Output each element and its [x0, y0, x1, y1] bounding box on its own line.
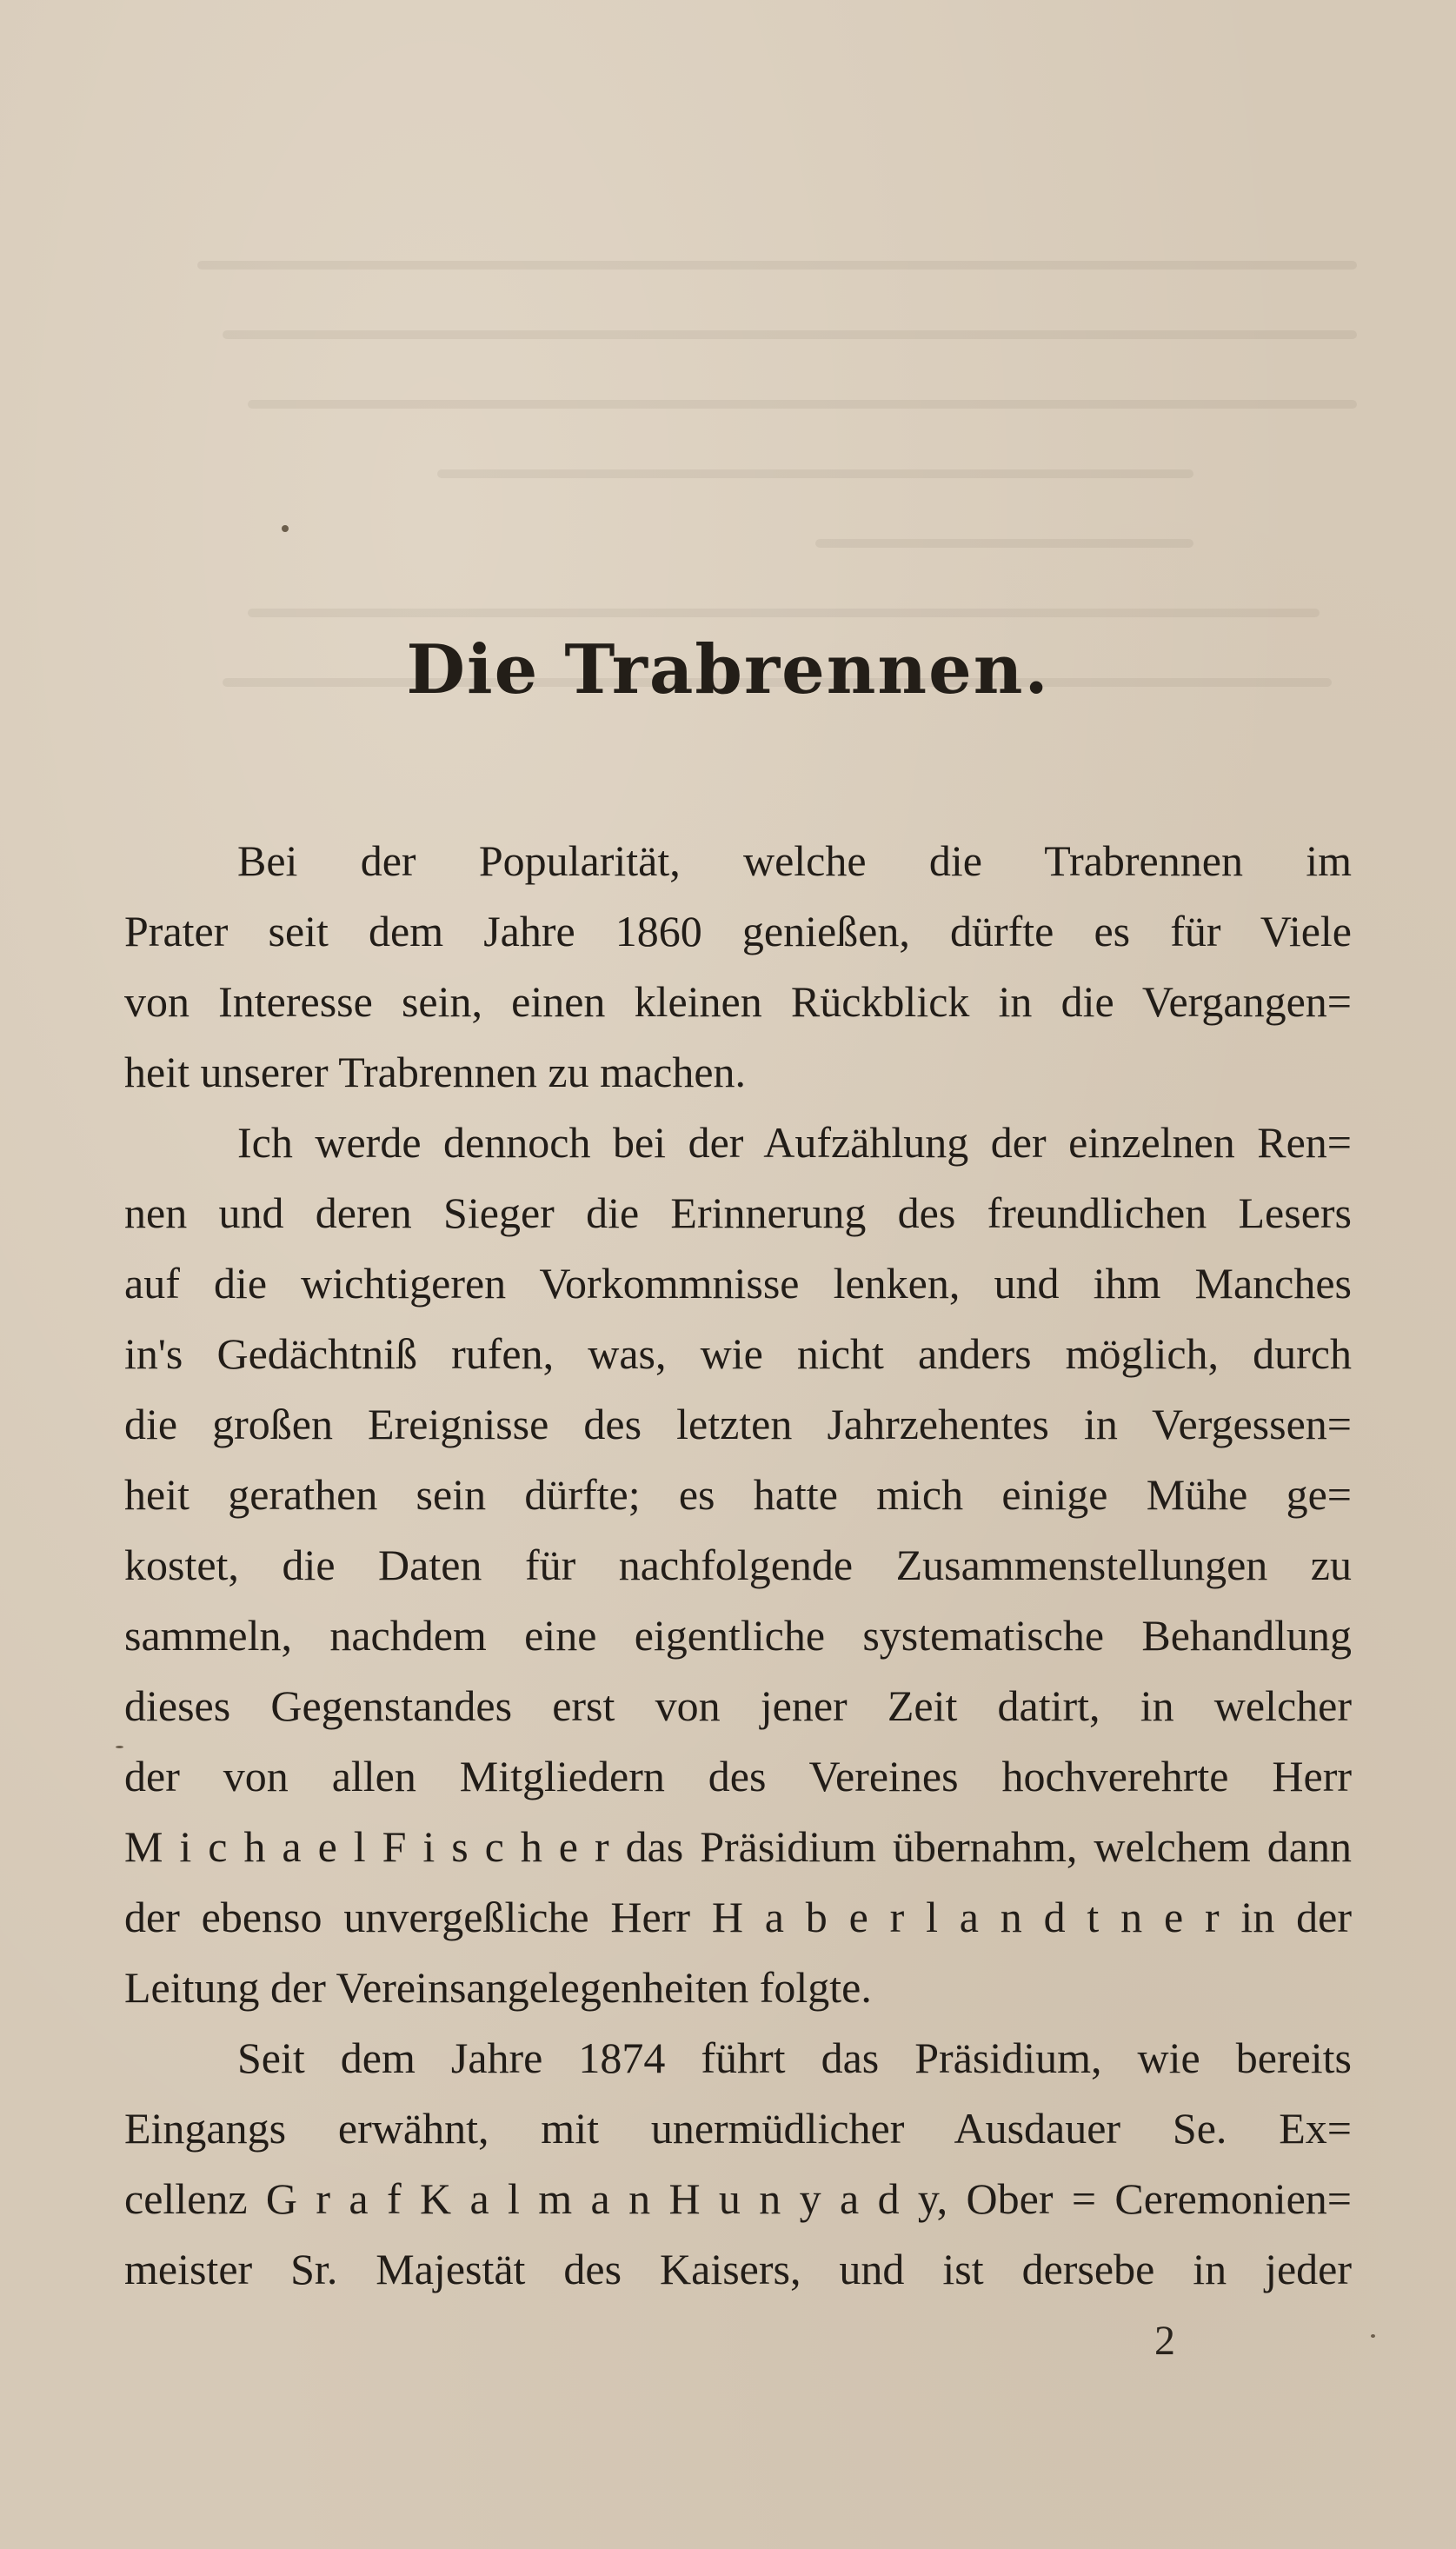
text-line: M i c h a e l F i s c h e r das Präsidium übernahm, welchem dann: [124, 1822, 1352, 1871]
text-line: Ich werde dennoch bei der Aufzählung der einzelnen Ren=: [237, 1118, 1352, 1167]
text-line: Prater seit dem Jahre 1860 genießen, dürfte es für Viele: [124, 907, 1352, 955]
show-through-text: [122, 261, 1382, 869]
text-line: die großen Ereignisse des letzten Jahrzehentes in Vergessen=: [124, 1400, 1352, 1448]
text-line: dieses Gegenstandes erst von jener Zeit datirt, in welcher: [124, 1681, 1352, 1730]
text-line: der ebenso unvergeßliche Herr H a b e r l a n d t n e r in der: [124, 1893, 1352, 1941]
text-line: in's Gedächtniß rufen, was, wie nicht anders möglich, durch: [124, 1329, 1352, 1378]
text-line: der von allen Mitgliedern des Vereines hochverehrte Herr: [124, 1752, 1352, 1800]
text-line: sammeln, nachdem eine eigentliche systematische Behandlung: [124, 1611, 1352, 1660]
text-line: Bei der Popularität, welche die Trabrennen im: [237, 836, 1352, 885]
text-line: nen und deren Sieger die Erinnerung des freundlichen Lesers: [124, 1188, 1352, 1237]
text-line: kostet, die Daten für nachfolgende Zusammenstellungen zu: [124, 1541, 1352, 1589]
paper-speck: [1371, 2334, 1375, 2338]
paper-speck: [282, 525, 289, 532]
text-line: auf die wichtigeren Vorkommnisse lenken, und ihm Manches: [124, 1259, 1352, 1308]
text-line: heit gerathen sein dürfte; es hatte mich einige Mühe ge=: [124, 1470, 1352, 1519]
text-line: von Interesse sein, einen kleinen Rückblick in die Vergangen=: [124, 977, 1352, 1026]
page-number: 2: [1154, 2318, 1175, 2364]
text-line: cellenz G r a f K a l m a n H u n y a d y, Ober = Ceremonien=: [124, 2174, 1352, 2223]
body-text: [124, 826, 1352, 2305]
text-line: meister Sr. Majestät des Kaisers, und ist dersebe in jeder: [124, 2245, 1352, 2293]
text-line: Seit dem Jahre 1874 führt das Präsidium, wie bereits: [237, 2033, 1352, 2082]
text-line: Leitung der Vereinsangelegenheiten folgte.: [124, 1963, 872, 2012]
text-line: Eingangs erwähnt, mit unermüdlicher Ausdauer Se. Ex=: [124, 2104, 1352, 2153]
paper-speck: [116, 1746, 123, 1748]
text-line: heit unserer Trabrennen zu machen.: [124, 1048, 747, 1096]
chapter-title: Die Trabrennen.: [406, 630, 1050, 709]
